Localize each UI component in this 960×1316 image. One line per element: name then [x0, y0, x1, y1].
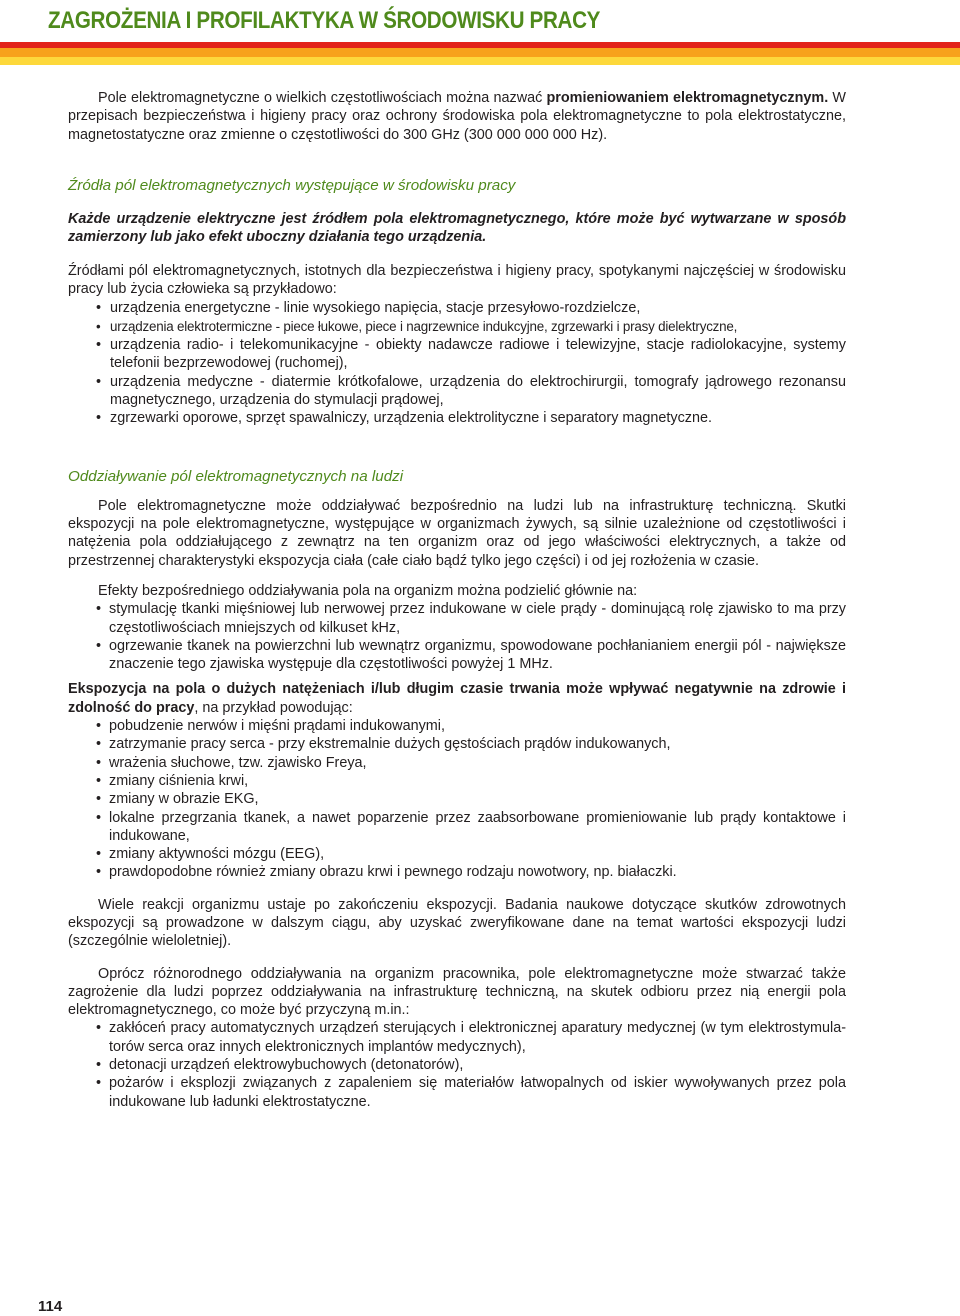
list-item: • wrażenia słuchowe, tzw. zjawisko Freya,: [68, 754, 846, 772]
header-stripe-orange: [0, 48, 960, 57]
list-item: • prawdopodobne również zmiany obrazu krwi i pewnego rodzaju nowotwory, np. białaczki.: [68, 863, 846, 881]
intro-bold-term: promieniowaniem elektromagnetycznym.: [546, 90, 829, 106]
list-item: • urządzenia radio- i telekomunikacyjne - obiekty nadawcze radiowe i telewizyjne, stacje radiolokacyjne, systemy telefonii bezprzewodowej (ruchomej),: [68, 336, 846, 373]
list-item: • urządzenia energetyczne - linie wysokiego napięcia, stacje przesyłowo-rozdzielcze,: [68, 299, 846, 317]
intro-text: Pole elektromagnetyczne o wielkich częstotliwościach można nazwać: [98, 90, 547, 106]
section-heading-effects: Oddziaływanie pól elektromagnetycznych na ludzi: [68, 468, 404, 486]
sources-list: [68, 299, 846, 427]
page-content: [68, 89, 846, 1111]
effects-paragraph-1: Pole elektromagnetyczne może oddziaływać bezpośrednio na ludzi lub na infrastrukturę techniczną. Skutki ekspozycji na pole elektromagnetyczne, występujące w organizmach żywych, są silnie uzależnione od częstotliwości i natężenia pola oddziałującego z zewnątrz na ten organizm oraz od jego właściwości elektrycznych, a także od przestrzennej charakterystyki ekspozycja ciała (całe ciało bądź tylko jego części) i od jej rozłożenia w czasie.: [68, 497, 846, 569]
list-item: • urządzenia medyczne - diatermie krótkofalowe, urządzenia do elektrochirurgii, tomografy jądrowego rezonansu magnetycznego, urządzenia do stymulacji prądowej,: [68, 373, 846, 410]
header-title: ZAGROŻENIA I PROFILAKTYKA W ŚRODOWISKU PRACY: [48, 7, 601, 34]
list-item: • urządzenia elektrotermiczne - piece łukowe, piece i nagrzewnice indukcyjne, zgrzewarki i prasy dielektryczne,: [68, 318, 846, 336]
section-heading-sources: Źródła pól elektromagnetycznych występujące w środowisku pracy: [68, 176, 516, 194]
list-item: • zgrzewarki oporowe, sprzęt spawalniczy, urządzenia elektrolityczne i separatory magnetyczne.: [68, 409, 846, 427]
list-item: • zatrzymanie pracy serca - przy ekstremalnie dużych gęstościach prądów indukowanych,: [68, 735, 846, 753]
effects-paragraph-2: Efekty bezpośredniego oddziaływania pola na organizm można podzielić głównie na:: [98, 582, 638, 599]
list-item: • pobudzenie nerwów i mięśni prądami indukowanymi,: [68, 717, 846, 735]
exposure-paragraph: [68, 680, 846, 717]
header-stripe-yellow: [0, 57, 960, 65]
list-item: • ogrzewanie tkanek na powierzchni lub wewnątrz organizmu, spowodowane pochłanianiem energii pól - największe znaczenie tego zjawiska występuje dla częstotliwości powyżej 1 MHz.: [68, 637, 846, 674]
list-item: • lokalne przegrzania tkanek, a nawet poparzenie przez zaabsorbowane promieniowanie lub prądy kontaktowe i indukowane,: [68, 809, 846, 846]
effects-paragraph-3: Wiele reakcji organizmu ustaje po zakończeniu ekspozycji. Badania naukowe dotyczące skutków zdrowotnych ekspozycji są prowadzone w dalszym ciągu, aby uzyskać zweryfikowane dane na temat wartości ekspozycji ludzi (szczególnie wieloletniej).: [68, 896, 846, 950]
direct-effects-list: [68, 600, 846, 673]
health-effects-list: [68, 717, 846, 882]
list-item: • zmiany ciśnienia krwi,: [68, 772, 846, 790]
list-item: • stymulację tkanki mięśniowej lub nerwowej przez indukowane w ciele prądy - dominującą rolę zjawisko to ma przy częstotliwościach mniejszych od kilkuset kHz,: [68, 600, 846, 637]
page-header: [0, 0, 960, 70]
sources-lead-paragraph: Każde urządzenie elektryczne jest źródłem pola elektromagnetycznego, które może być wytwarzane w sposób zamierzony lub jako efekt uboczny działania tego urządzenia.: [68, 211, 846, 246]
effects-paragraph-4: Oprócz różnorodnego oddziaływania na organizm pracownika, pole elektromagnetyczne może stwarzać także zagrożenie dla ludzi poprzez oddziaływania na infrastrukturę techniczną, na skutek odbioru przez nią energii pola elektromagnetycznego, co może być przyczyną m.in.:: [68, 965, 846, 1019]
exposure-text-rest: , na przykład powodując:: [194, 699, 353, 716]
list-item: • zmiany aktywności mózgu (EEG),: [68, 845, 846, 863]
list-item: • pożarów i eksplozji związanych z zapaleniem się materiałów łatwopalnych od iskier wywoływanych przez pola indukowane lub ładunki elektrostatyczne.: [68, 1074, 846, 1111]
page-number: 114: [38, 1298, 63, 1315]
exposure-bold-text: Ekspozycja na pola o dużych natężeniach i/lub długim czasie trwania może wpływać negatywnie na zdrowie i zdolność do pracy: [68, 681, 846, 716]
list-item: • detonacji urządzeń elektrowybuchowych (detonatorów),: [68, 1056, 846, 1074]
list-item: • zakłóceń pracy automatycznych urządzeń sterujących i elektronicznej aparatury medycznej (w tym elektrostymula-torów serca oraz innych elektronicznych implantów medycznych),: [68, 1019, 846, 1056]
indirect-effects-list: [68, 1019, 846, 1110]
sources-paragraph: Źródłami pól elektromagnetycznych, istotnych dla bezpieczeństwa i higieny pracy, spotykanymi najczęściej w środowisku pracy lub życia człowieka są przykładowo:: [68, 262, 846, 298]
intro-text-rest: W przepisach bezpieczeństwa i higieny pracy oraz ochrony środowiska pola elektromagnetyczne to pola elektrostatyczne, magnetostatyczne oraz zmienne o częstotliwości do 300 GHz (300 000 000 000 Hz).: [68, 90, 846, 143]
intro-paragraph: [68, 89, 846, 144]
list-item: • zmiany w obrazie EKG,: [68, 790, 846, 808]
